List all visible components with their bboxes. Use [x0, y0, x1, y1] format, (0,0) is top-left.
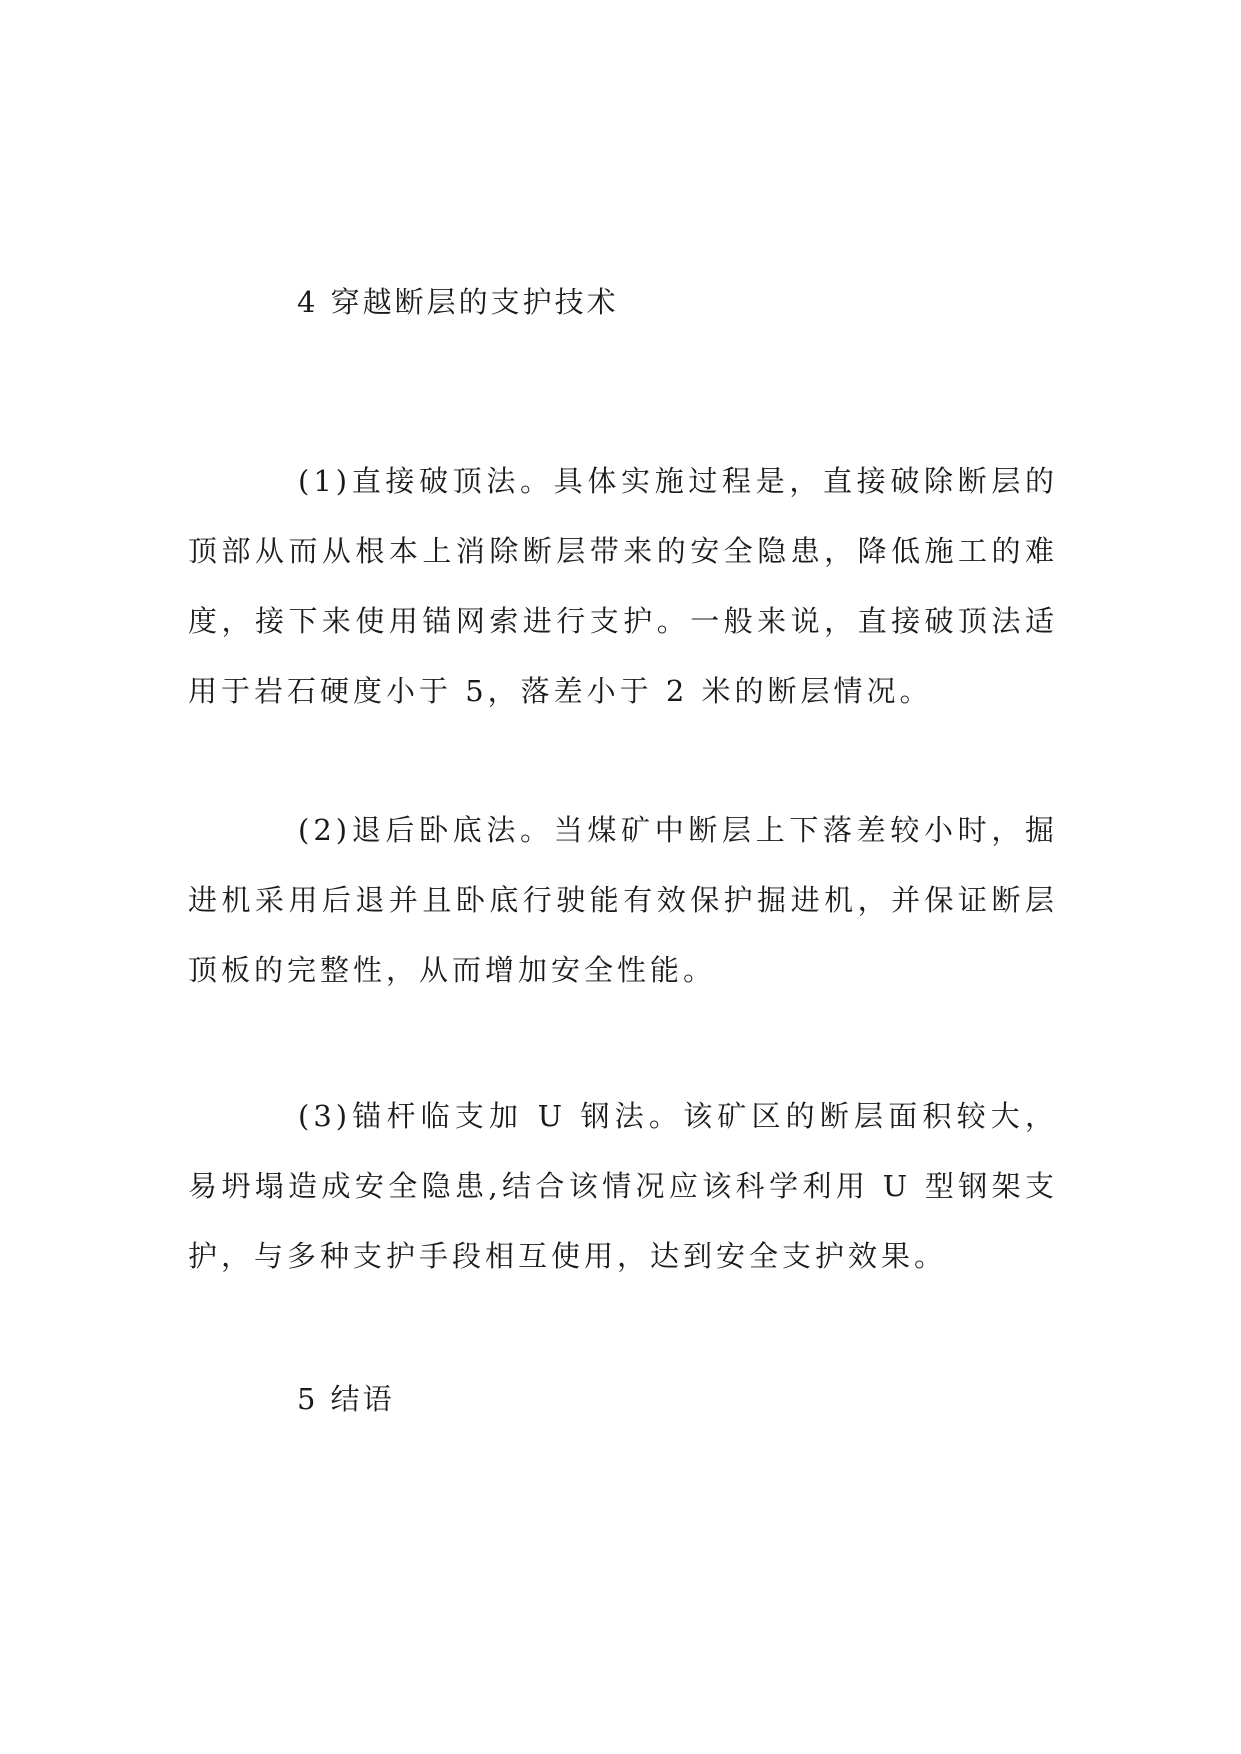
section-heading-4: 4 穿越断层的支护技术: [297, 285, 619, 319]
section-heading-5: 5 结语: [297, 1382, 395, 1416]
paragraph-retreat-floor: (2)退后卧底法。当煤矿中断层上下落差较小时，掘进机采用后退并且卧底行驶能有效保护掘进机，并保证断层顶板的完整性，从而增加安全性能。: [188, 813, 1058, 987]
paragraph-anchor-u-steel: (3)锚杆临支加 U 钢法。该矿区的断层面积较大，易坍塌造成安全隐患,结合该情况应该科学利用 U 型钢架支护，与多种支护手段相互使用，达到安全支护效果。: [188, 1099, 1058, 1273]
paragraph-direct-roof-breaking: (1)直接破顶法。具体实施过程是，直接破除断层的顶部从而从根本上消除断层带来的安全隐患，降低施工的难度，接下来使用锚网索进行支护。一般来说，直接破顶法适用于岩石硬度小于 5，落差小于 2 米的断层情况。: [188, 464, 1058, 708]
